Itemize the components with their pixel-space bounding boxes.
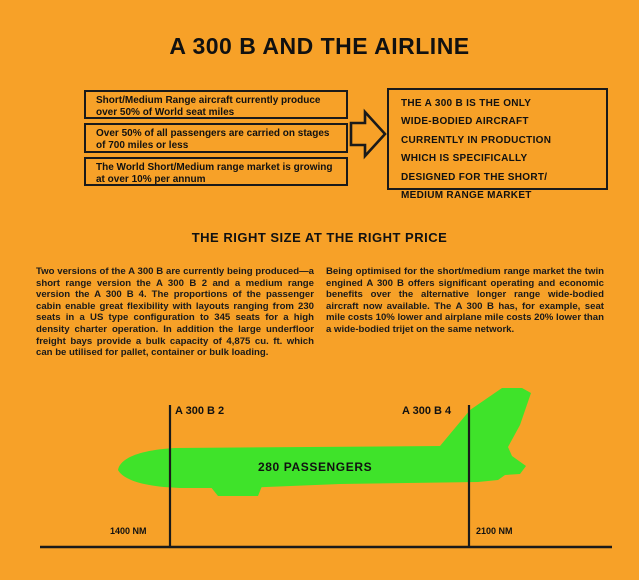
callout-line: WIDE-BODIED AIRCRAFT: [401, 116, 529, 128]
range-label-medium: 2100 NM: [476, 526, 513, 536]
callout-line: THE A 300 B IS THE ONLY: [401, 98, 532, 109]
variant-label-b4: A 300 B 4: [402, 405, 452, 417]
callout-line: WHICH IS SPECIFICALLY: [401, 153, 528, 165]
body-text-right: Being optimised for the short/medium range market the twin engined A 300 B offers significant operating and economic benefits over the alternative longer range wide-bodied aircraft now available. The A 300 B has, for example, seat mile costs 10% lower and airplane mile costs 20% lower than a wide-bodied trijet on the same network.: [326, 266, 604, 335]
fact-text: Short/Medium Range aircraft currently produce over 50% of World seat miles: [96, 95, 321, 118]
page-title: A 300 B AND THE AIRLINE: [169, 33, 470, 59]
callout-line: MEDIUM RANGE MARKET: [401, 190, 532, 202]
variant-label-b2: A 300 B 2: [175, 405, 225, 417]
range-label-short: 1400 NM: [110, 526, 147, 536]
body-text-left: Two versions of the A 300 B are currently being produced—a short range version the A 300 B 2 and a medium range version the A 300 B 4. The proportions of the passenger cabin enable great flexibility with layouts ranging from 230 seats in a US type configuration to 345 seats for a high density charter operation. In addition the large underfloor freight bays provide a bulk capacity of 4,875 cu. ft. which can be utilised for pallet, container or bulk loading.: [36, 266, 314, 359]
fact-text: Over 50% of all passengers are carried on stages of 700 miles or less: [96, 128, 330, 151]
section-subheading: THE RIGHT SIZE AT THE RIGHT PRICE: [191, 230, 448, 245]
callout-line: CURRENTLY IN PRODUCTION: [401, 134, 552, 146]
callout-line: DESIGNED FOR THE SHORT/: [401, 171, 548, 183]
passenger-capacity-label: 280 PASSENGERS: [258, 460, 373, 474]
fact-text: The World Short/Medium range market is growing at over 10% per annum: [96, 162, 333, 185]
